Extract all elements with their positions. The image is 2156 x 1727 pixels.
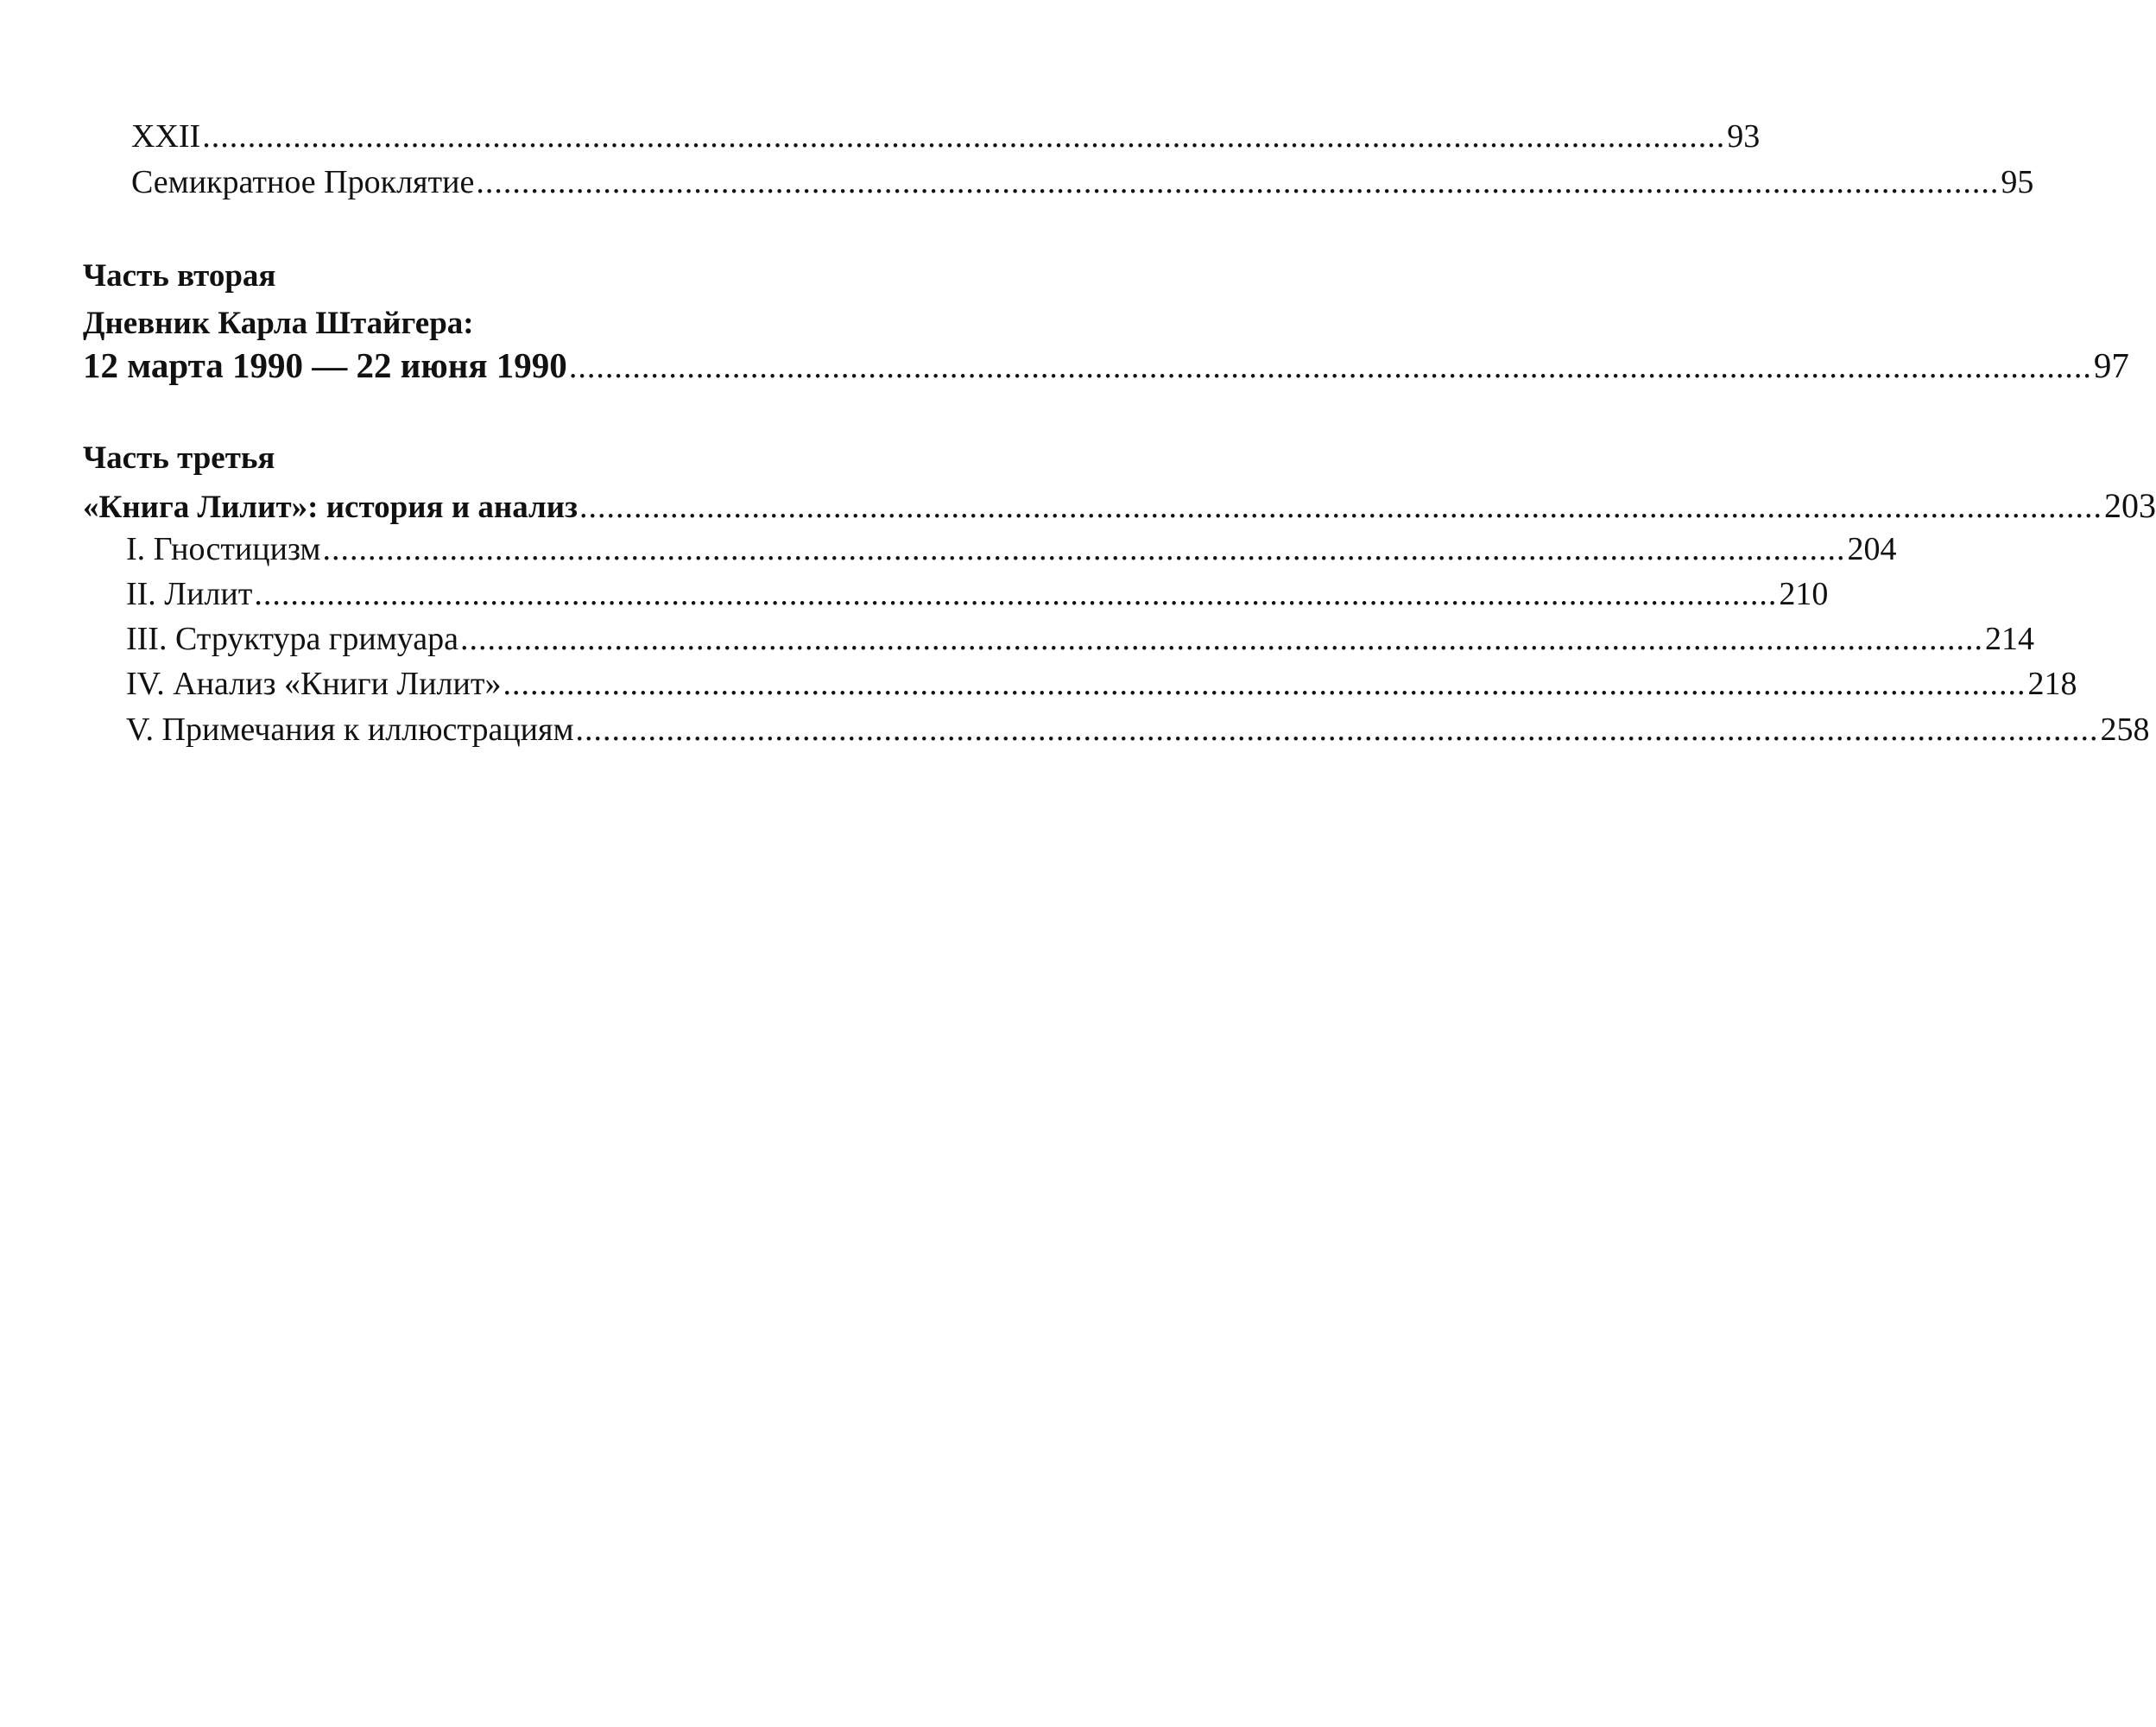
part-two-title-line1: Дневник Карла Штайгера: [83,306,474,341]
dot-leader: ........................................................................................................................................................................ [503,666,2026,702]
toc-entry-part-two [83,345,2129,386]
toc-entry-page: 204 [1847,531,1897,567]
dot-leader: ........................................................................................................................................................................ [322,531,1846,567]
toc-entry-grimoire-structure [126,620,2035,658]
toc-entry-title: II. Лилит [126,576,253,612]
toc-entry-part-three [83,485,2156,526]
part-three-label: Часть третья [83,440,275,476]
toc-entry-title: Семикратное Проклятие [131,164,475,200]
dot-leader: ........................................................................................................................................................................ [202,118,1726,155]
toc-entry-title: IV. Анализ «Книги Лилит» [126,666,502,702]
toc-entry-title: V. Примечания к иллюстрациям [126,712,574,748]
toc-entry-page: 210 [1779,576,1829,612]
toc-entry-page: 218 [2027,666,2077,702]
toc-entry-page: 214 [1985,621,2035,657]
toc-entry-title: III. Структура гримуара [126,621,459,657]
toc-entry-gnosticism [126,530,1897,568]
toc-entry-page: 97 [2093,345,2129,385]
toc-entry-curse [131,163,2034,201]
toc-entry-book-analysis [126,665,2077,703]
toc-entry-page: 203 [2103,486,2156,525]
toc-entry-xxii [131,117,1761,155]
toc-entry-title: 12 марта 1990 — 22 июня 1990 [83,345,567,385]
dot-leader: ........................................................................................................................................................................ [476,164,2000,200]
toc-entry-page: 258 [2100,712,2150,748]
toc-entry-title: «Книга Лилит»: история и анализ [83,490,578,525]
toc-entry-title: I. Гностицизм [126,531,321,567]
dot-leader: ........................................................................................................................................................................ [254,576,1778,612]
toc-entry-lilith [126,575,1829,613]
toc-entry-page: 93 [1727,118,1761,155]
dot-leader: ........................................................................................................................................................................ [568,349,2092,385]
toc-entry-illustration-notes [126,711,2150,749]
part-two-label: Часть вторая [83,258,276,294]
dot-leader: ........................................................................................................................................................................ [460,621,1984,657]
dot-leader: ........................................................................................................................................................................ [579,489,2102,525]
toc-entry-title: XXII [131,118,201,155]
dot-leader: ........................................................................................................................................................................ [575,712,2099,748]
toc-entry-page: 95 [2001,164,2034,200]
